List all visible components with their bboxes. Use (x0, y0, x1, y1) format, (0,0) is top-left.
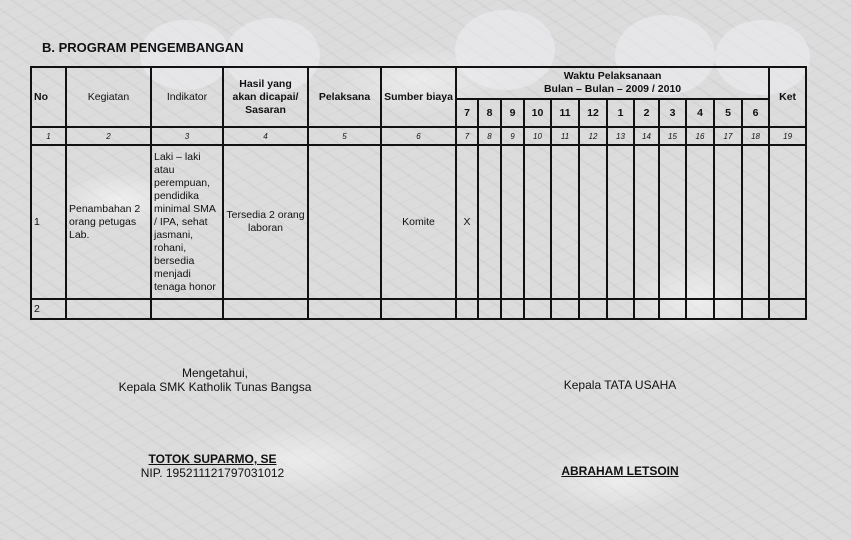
column-number: 4 (223, 127, 308, 145)
header-row (31, 67, 806, 99)
signature-left-line2: Kepala SMK Katholik Tunas Bangsa (118, 380, 312, 394)
program-table (30, 66, 807, 320)
signature-left-nip: NIP. 195211121797031012 (140, 466, 285, 480)
row-indikator: Laki – laki atau perempuan, pendidika minimal SMA / IPA, sehat jasmani, rohani, bersedia menjadi tenaga honor (151, 145, 223, 299)
column-number: 12 (579, 127, 607, 145)
row-no: 1 (31, 145, 66, 299)
month-header: 6 (742, 99, 769, 127)
header-waktu-line2: Bulan – Bulan – 2009 / 2010 (543, 83, 682, 95)
month-header: 5 (714, 99, 742, 127)
header-sumber-biaya: Sumber biaya (381, 67, 456, 127)
section-title: B. PROGRAM PENGEMBANGAN (42, 40, 244, 55)
row-indikator (151, 299, 223, 319)
signature-right-name-block (530, 464, 710, 478)
column-number: 10 (524, 127, 551, 145)
header-no: No (31, 67, 66, 127)
column-number: 13 (607, 127, 634, 145)
row-no: 2 (31, 299, 66, 319)
signature-right-line1: Kepala TATA USAHA (563, 378, 677, 392)
header-kegiatan: Kegiatan (66, 67, 151, 127)
header-pelaksana: Pelaksana (308, 67, 381, 127)
table-row (31, 145, 806, 299)
column-number: 7 (456, 127, 478, 145)
month-header: 7 (456, 99, 478, 127)
month-header: 4 (686, 99, 714, 127)
row-kegiatan (66, 299, 151, 319)
month-header: 8 (478, 99, 501, 127)
column-number: 5 (308, 127, 381, 145)
month-header: 2 (634, 99, 659, 127)
column-number: 14 (634, 127, 659, 145)
column-number: 11 (551, 127, 579, 145)
row-hasil: Tersedia 2 orang laboran (223, 145, 308, 299)
column-number: 2 (66, 127, 151, 145)
row-pelaksana (308, 299, 381, 319)
row-pelaksana (308, 145, 381, 299)
header-ket: Ket (769, 67, 806, 127)
month-header: 10 (524, 99, 551, 127)
month-header: 12 (579, 99, 607, 127)
month-header: 3 (659, 99, 686, 127)
row-sumber-biaya (381, 299, 456, 319)
column-number: 16 (686, 127, 714, 145)
column-number: 19 (769, 127, 806, 145)
row-kegiatan: Penambahan 2 orang petugas Lab. (66, 145, 151, 299)
column-number: 3 (151, 127, 223, 145)
header-waktu-line1: Waktu Pelaksanaan (563, 70, 662, 82)
row-month-mark: X (456, 145, 478, 299)
month-header: 1 (607, 99, 634, 127)
row-month-mark (456, 299, 478, 319)
signature-left (95, 366, 335, 394)
column-number: 9 (501, 127, 524, 145)
column-number: 6 (381, 127, 456, 145)
column-number: 18 (742, 127, 769, 145)
signature-right-name: ABRAHAM LETSOIN (561, 464, 679, 478)
month-header: 9 (501, 99, 524, 127)
column-number: 1 (31, 127, 66, 145)
table-row (31, 299, 806, 319)
header-indikator: Indikator (151, 67, 223, 127)
header-waktu-pelaksanaan (456, 67, 769, 99)
signature-left-name: TOTOK SUPARMO, SE (148, 452, 277, 466)
row-hasil (223, 299, 308, 319)
signature-left-line1: Mengetahui, (181, 366, 249, 380)
row-ket (769, 145, 806, 299)
signature-left-name-block (110, 452, 315, 480)
row-ket (769, 299, 806, 319)
column-number: 17 (714, 127, 742, 145)
column-number: 15 (659, 127, 686, 145)
column-number-row (31, 127, 806, 145)
month-header: 11 (551, 99, 579, 127)
column-number: 8 (478, 127, 501, 145)
signature-right (530, 378, 710, 392)
row-sumber-biaya: Komite (381, 145, 456, 299)
header-hasil: Hasil yang akan dicapai/ Sasaran (223, 67, 308, 127)
